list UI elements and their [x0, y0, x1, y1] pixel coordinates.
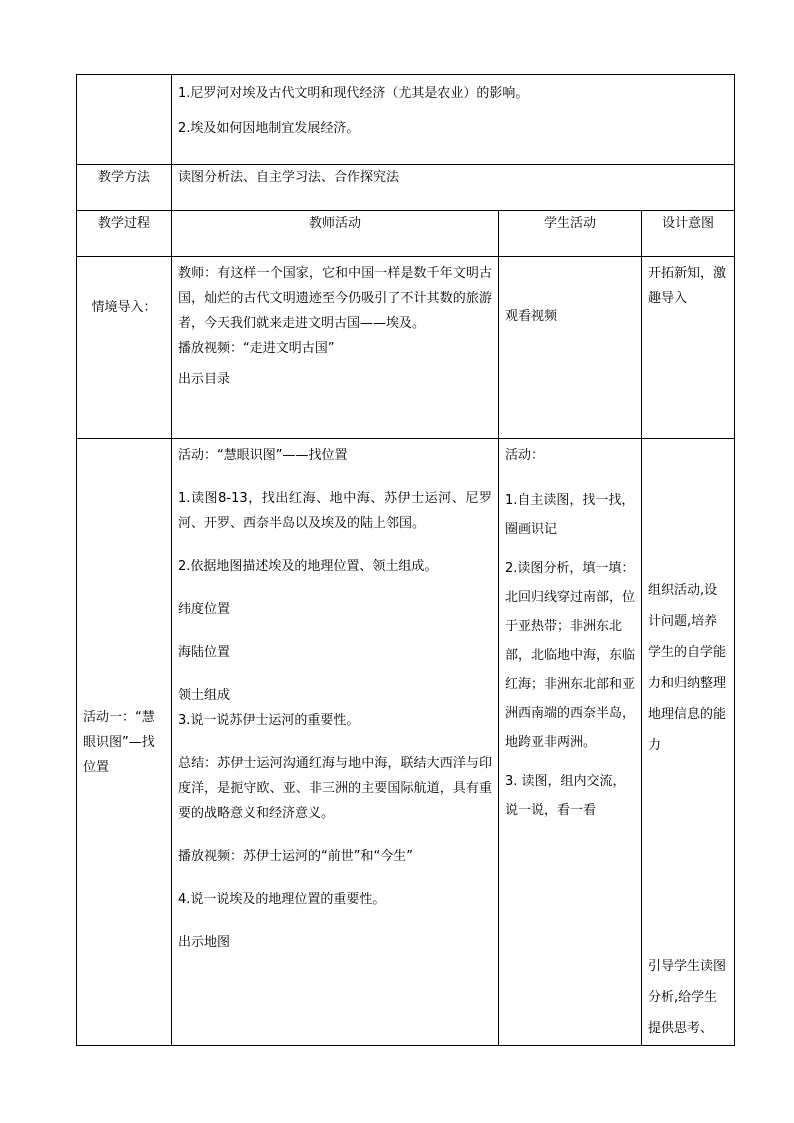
activity1-step4: 4.说一说埃及的地理位置的重要性。 [178, 892, 386, 907]
activity1-teacher-cell [172, 439, 499, 1046]
header-design: 设计意图 [642, 211, 735, 257]
intro-student-text: 观看视频 [505, 309, 558, 324]
method-value: 读图分析法、自主学习法、合作探究法 [172, 165, 735, 211]
method-label: 教学方法 [77, 165, 172, 211]
activity1-map: 出示地图 [178, 935, 231, 950]
activity1-label-cell [77, 439, 172, 1046]
activity1-step2: 2.依据地图描述埃及的地理位置、领土组成。 [178, 559, 438, 574]
activity1-student-s2: 2.读图分析，填一填：北回归线穿过南部，位于亚热带；非洲东北部，北临地中海，东临红海；非洲东北部和亚洲西南端的西奈半岛，地跨亚非两洲。 [505, 561, 636, 750]
objectives-cell [172, 75, 735, 165]
activity1-row [77, 439, 735, 1046]
intro-row [77, 257, 735, 439]
activity1-student-s3: 3. 读图，组内交流，说一说，看一看 [505, 774, 626, 818]
activity1-design-1: 组织活动,设计问题,培养学生的自学能力和归纳整理地理信息的能力 [648, 583, 727, 753]
intro-design-text: 开拓新知，激趣导入 [648, 266, 727, 306]
activity1-video: 播放视频：苏伊士运河的“前世”和“今生” [178, 849, 413, 864]
objective-item-1: 1.尼罗河对埃及古代文明和现代经济（尤其是农业）的影响。 [178, 86, 529, 101]
activity1-student-cell [499, 439, 642, 1046]
intro-teacher-cell [172, 257, 499, 439]
lesson-plan-table [76, 74, 735, 1046]
intro-teacher-text: 教师：有这样一个国家，它和中国一样是数千年文明古国，灿烂的古代文明遗迹至今仍吸引了不计其数的旅游者，今天我们就来走进文明古国——埃及。 [178, 266, 492, 331]
header-process: 教学过程 [77, 211, 172, 257]
intro-video-text: 播放视频：“走进文明古国” [178, 341, 335, 356]
activity1-design-2: 引导学生读图分析,给学生提供思考、 [648, 959, 727, 1036]
objective-item-2: 2.埃及如何因地制宜发展经济。 [178, 121, 360, 136]
objectives-label-cell [77, 75, 172, 165]
activity1-title: 活动：“慧眼识图”——找位置 [178, 448, 348, 463]
header-teacher: 教师活动 [172, 211, 499, 257]
header-student: 学生活动 [499, 211, 642, 257]
activity1-design-cell [642, 439, 735, 1046]
objectives-row [77, 75, 735, 165]
activity1-territory: 领土组成 [178, 688, 231, 703]
intro-label: 情境导入： [77, 257, 172, 439]
method-row [77, 165, 735, 211]
intro-outline-text: 出示目录 [178, 372, 231, 387]
activity1-step1: 1.读图8-13，找出红海、地中海、苏伊士运河、尼罗河、开罗、西奈半岛以及埃及的陆上邻国。 [178, 491, 492, 531]
activity1-sea-land: 海陆位置 [178, 645, 231, 660]
header-row [77, 211, 735, 257]
intro-student-cell [499, 257, 642, 439]
activity1-student-title: 活动： [505, 448, 545, 463]
activity1-label: 活动一：“慧眼识图”—找位置 [83, 709, 155, 775]
activity1-step3: 3.说一说苏伊士运河的重要性。 [178, 713, 360, 728]
activity1-latitude: 纬度位置 [178, 602, 231, 617]
activity1-summary: 总结：苏伊士运河沟通红海与地中海，联结大西洋与印度洋，是扼守欧、亚、非三洲的主要国际航道，具有重要的战略意义和经济意义。 [178, 756, 492, 821]
activity1-student-s1: 1.自主读图，找一找，圈画识记 [505, 493, 635, 537]
intro-design-cell [642, 257, 735, 439]
